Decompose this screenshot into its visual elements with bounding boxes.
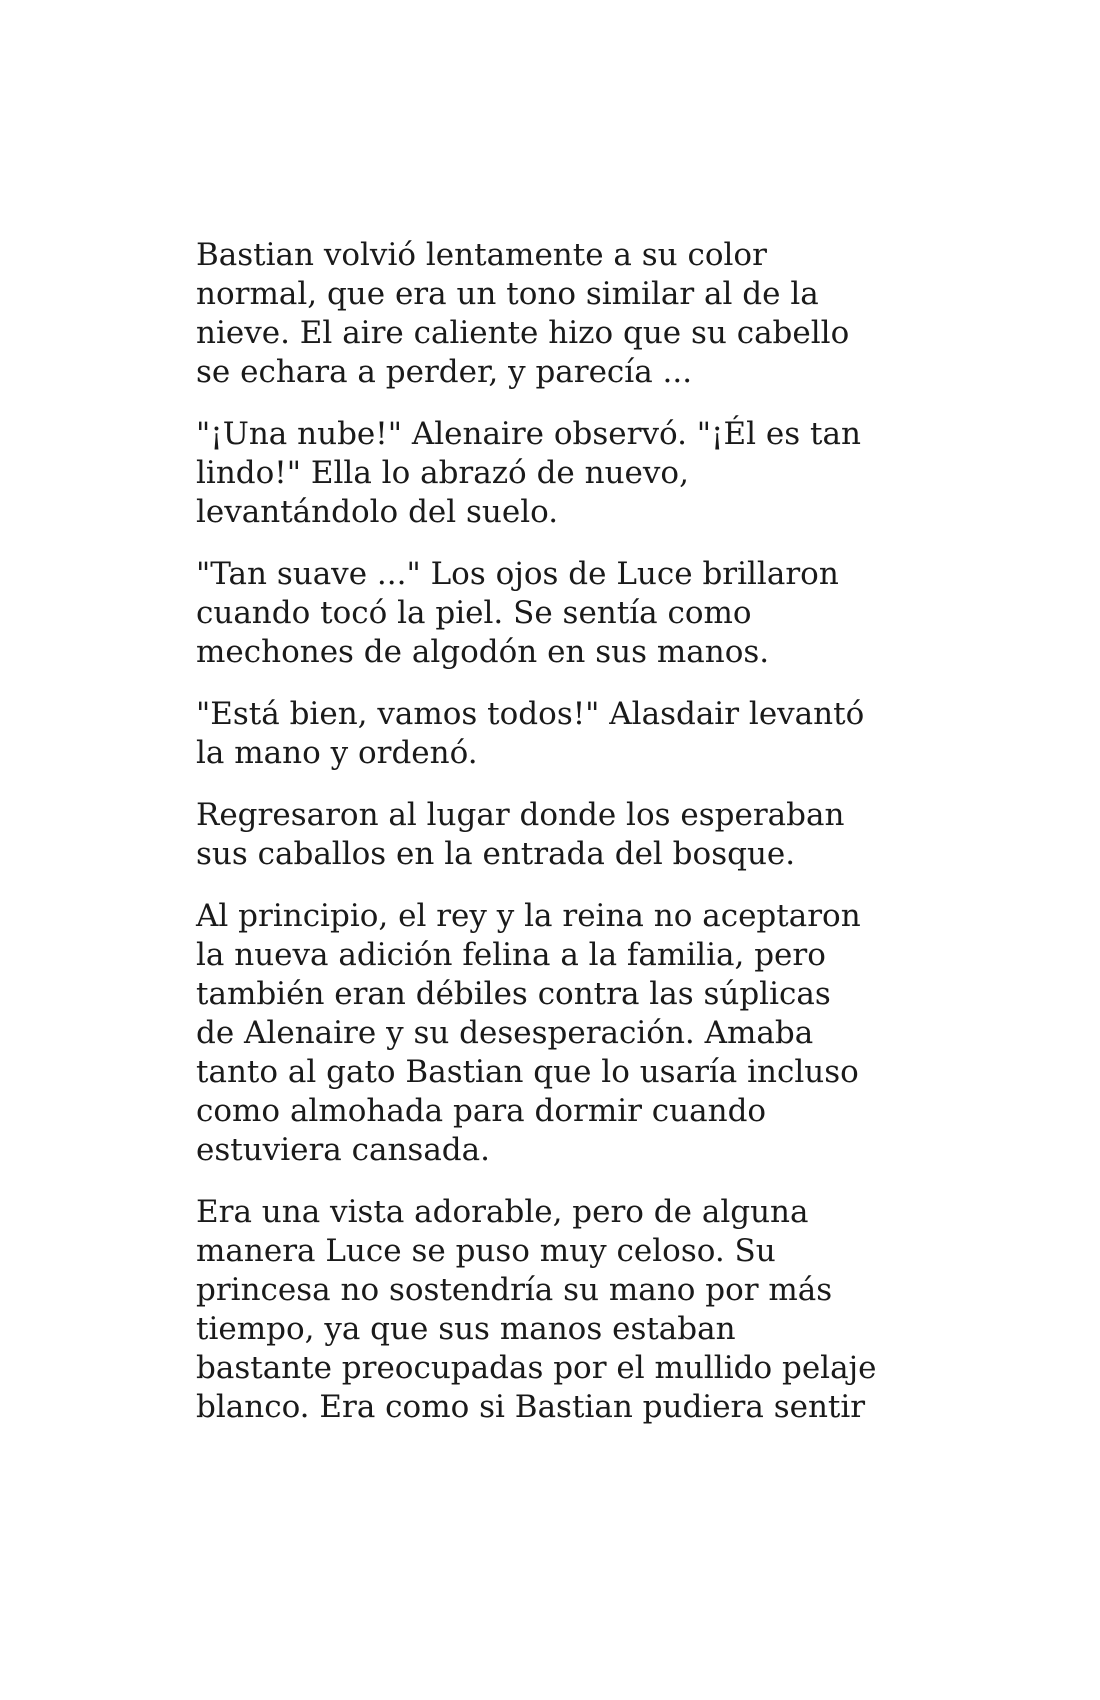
text-line: se echara a perder, y parecía ... [196,354,693,390]
paragraph [196,555,916,672]
text-line: princesa no sostendría su mano por más [196,1272,833,1308]
text-line: Regresaron al lugar donde los esperaban [196,797,845,833]
text-line: la mano y ordenó. [196,735,478,771]
text-line: tanto al gato Bastian que lo usaría incluso [196,1054,859,1090]
text-line: bastante preocupadas por el mullido pelaje [196,1350,877,1386]
paragraph [196,796,916,874]
text-line: Al principio, el rey y la reina no aceptaron [196,898,861,934]
paragraph [196,415,916,532]
text-line: sus caballos en la entrada del bosque. [196,836,796,872]
text-line: Bastian volvió lentamente a su color [196,237,767,273]
text-line: blanco. Era como si Bastian pudiera sentir [196,1389,866,1425]
text-line: lindo!" Ella lo abrazó de nuevo, [196,455,689,491]
text-line: Era una vista adorable, pero de alguna [196,1194,809,1230]
paragraph [196,236,916,392]
text-line: "Está bien, vamos todos!" Alasdair levantó [196,696,865,732]
text-line: "Tan suave ..." Los ojos de Luce brillaron [196,556,839,592]
text-line: de Alenaire y su desesperación. Amaba [196,1015,814,1051]
text-line: manera Luce se puso muy celoso. Su [196,1233,776,1269]
text-line: levantándolo del suelo. [196,494,559,530]
text-line: normal, que era un tono similar al de la [196,276,819,312]
text-line: cuando tocó la piel. Se sentía como [196,595,752,631]
text-line: estuviera cansada. [196,1132,490,1168]
paragraph [196,897,916,1170]
text-line: también eran débiles contra las súplicas [196,976,831,1012]
paragraph [196,695,916,773]
text-line: como almohada para dormir cuando [196,1093,767,1129]
text-line: "¡Una nube!" Alenaire observó. "¡Él es tan [196,416,861,452]
text-line: la nueva adición felina a la familia, pero [196,937,826,973]
paragraph [196,1193,916,1427]
page-text [196,236,916,1450]
text-line: nieve. El aire caliente hizo que su cabello [196,315,850,351]
text-line: tiempo, ya que sus manos estaban [196,1311,736,1347]
text-line: mechones de algodón en sus manos. [196,634,770,670]
